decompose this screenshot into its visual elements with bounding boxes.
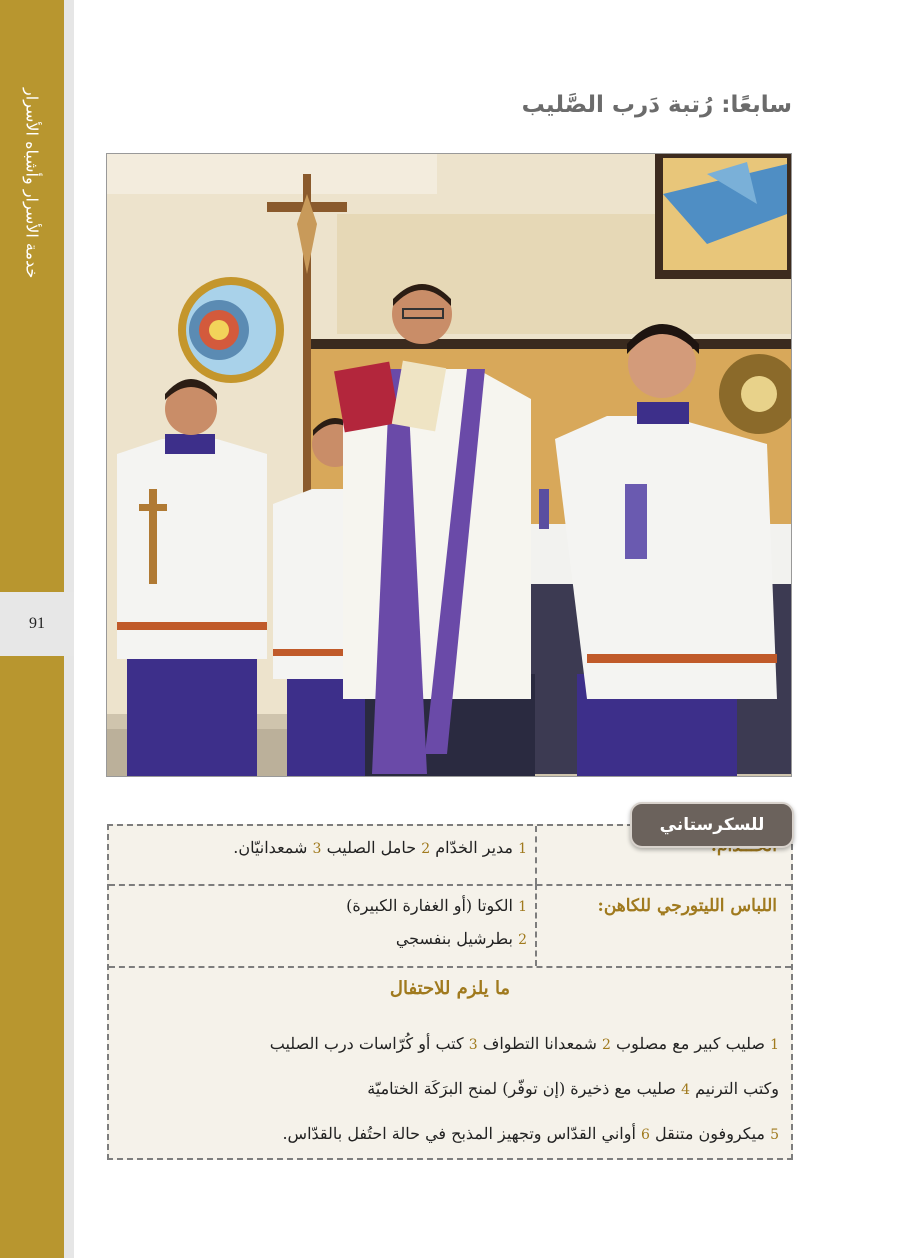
sacristan-tab-label: للسكرستاني — [659, 815, 765, 835]
list-number: 1 — [518, 841, 527, 857]
running-title — [14, 88, 50, 338]
requirements-line — [119, 1067, 779, 1112]
list-number: 4 — [681, 1082, 691, 1098]
list-item: ميكروفون متنقل — [655, 1124, 765, 1143]
list-number: 3 — [468, 1037, 478, 1053]
list-line — [117, 890, 527, 923]
photo-illustration — [107, 154, 791, 776]
list-number: 5 — [770, 1127, 779, 1143]
list-number: 6 — [640, 1127, 650, 1143]
running-title-text: خدمة الأسرار وأشباه الأسرار — [22, 88, 42, 279]
list-item: أواني القدّاس وتجهيز المذبح في حالة احتُفل بالقدّاس. — [282, 1124, 636, 1143]
list-item: حامل الصليب — [326, 838, 417, 857]
page-number-tab — [0, 592, 74, 656]
list-number: 2 — [602, 1037, 611, 1053]
list-number: 2 — [421, 841, 431, 857]
list-item: وكتب الترنيم — [695, 1079, 779, 1098]
list-item: بطرشيل بنفسجي — [395, 929, 513, 948]
list-item: صليب كبير مع مصلوب — [616, 1034, 765, 1053]
requirements-line — [119, 1022, 779, 1067]
list-item: مدير الخدّام — [435, 838, 513, 857]
list-number: 3 — [312, 841, 322, 857]
ministers-list — [117, 832, 527, 865]
sacristan-tab — [630, 802, 794, 848]
vestments-label: اللباس الليتورجي للكاهن: — [597, 896, 777, 916]
list-number: 2 — [518, 932, 527, 948]
list-number: 1 — [518, 899, 527, 915]
vestments-label-cell — [535, 884, 791, 966]
list-item: شمعدانا التطواف — [482, 1034, 597, 1053]
sacristan-box — [107, 824, 793, 1160]
requirements-title: ما يلزم للاحتفال — [389, 978, 511, 999]
list-item: كتب أو كُرّاسات درب الصليب — [269, 1034, 464, 1053]
vestments-row — [109, 884, 791, 968]
section-title: سابعًا: رُتبة دَرب الصَّليب — [521, 92, 792, 118]
requirements-list — [119, 1022, 779, 1157]
list-item: الكوتا (أو الغفارة الكبيرة) — [346, 896, 513, 915]
requirements-line — [119, 1112, 779, 1157]
list-item: شمعدانيّان. — [233, 838, 308, 857]
list-line — [117, 923, 527, 956]
list-number: 1 — [770, 1037, 779, 1053]
page-number: 91 — [29, 615, 45, 632]
church-photo — [106, 153, 792, 777]
list-item: صليب مع ذخيرة (إن توفّر) لمنح البرَكَة الختاميّة — [367, 1079, 677, 1098]
vestments-list — [117, 890, 527, 956]
